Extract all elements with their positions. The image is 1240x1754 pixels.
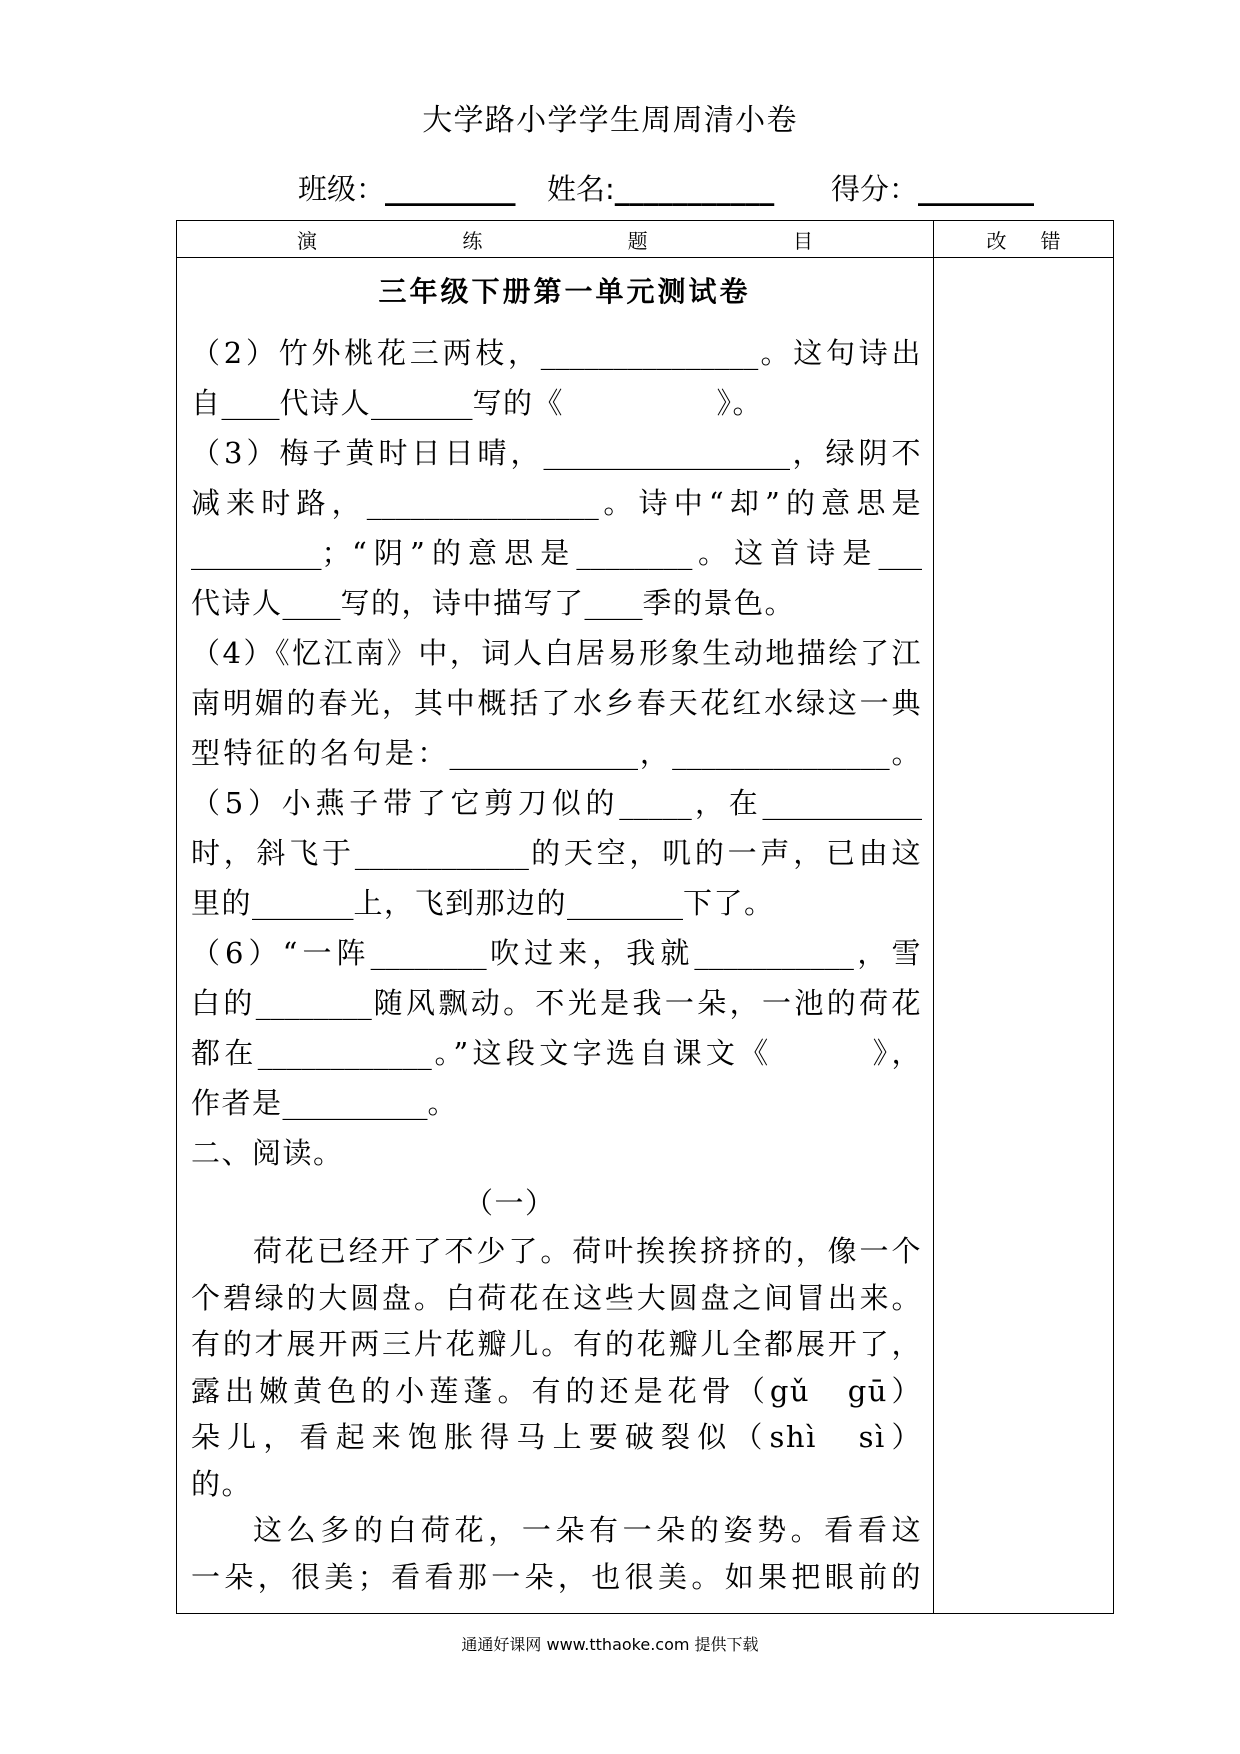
score-blank: ________ — [918, 172, 1035, 206]
answer-blank: ____________ — [257, 1036, 432, 1070]
name-field — [547, 168, 774, 210]
answer-blank: _________ — [191, 536, 322, 570]
question-line: （2）竹外桃花三两枝，_______________。这句诗出 — [191, 336, 922, 370]
column-header-char: 题 — [627, 228, 648, 253]
question-3 — [191, 428, 922, 628]
answer-blank: _______________ — [540, 336, 759, 370]
corrections-column — [934, 258, 1113, 1613]
passage-line: 个碧绿的大圆盘。白荷花在这些大圆盘之间冒出来。 — [191, 1280, 922, 1315]
passage-paragraph — [191, 1228, 922, 1507]
footer-credit: 通通好课网 www.tthaoke.com 提供下载 — [461, 1635, 759, 1654]
column-header-char: 目 — [792, 228, 813, 253]
answer-blank: _____________ — [449, 736, 639, 770]
question-2 — [191, 328, 922, 428]
worksheet-title: 大学路小学学生周周清小卷 — [422, 103, 798, 138]
test-heading: 三年级下册第一单元测试卷 — [378, 275, 751, 308]
column-header-char: 练 — [462, 228, 483, 253]
answer-blank: ________ — [576, 536, 693, 570]
passage-line: 荷花已经开了不少了。荷叶挨挨挤挤的，像一个 — [253, 1234, 922, 1268]
table-body — [177, 258, 1113, 1613]
question-6 — [191, 928, 922, 1128]
column-header-char: 错 — [1040, 228, 1061, 253]
score-field — [831, 168, 1034, 210]
answer-blank: _______ — [252, 886, 354, 920]
question-line: 作者是__________。 — [191, 1086, 459, 1120]
passage-line: 有的才展开两三片花瓣儿。有的花瓣儿全都展开了， — [191, 1327, 922, 1361]
question-4 — [191, 628, 922, 778]
passage-line: 露出嫩黄色的小莲蓬。有的还是花骨（gǔ gū） — [191, 1373, 922, 1408]
answer-blank: ___________ — [694, 936, 854, 970]
question-line: 自____代诗人_______写的《 》。 — [191, 386, 764, 420]
answer-blank: ___________ — [762, 786, 922, 820]
table-header-row — [177, 221, 1113, 258]
answer-blank: ________________ — [366, 486, 599, 520]
question-line: （3）梅子黄时日日晴，_________________，绿阴不 — [191, 436, 922, 470]
answer-blank: ________ — [255, 986, 372, 1020]
question-line: （5）小燕子带了它剪刀似的_____，在___________ — [191, 786, 922, 820]
question-5 — [191, 778, 922, 928]
answer-blank: _____ — [619, 786, 692, 820]
name-label: 姓名: — [547, 172, 615, 206]
name-blank: ___________ — [614, 172, 775, 206]
exercise-column — [177, 258, 934, 1613]
answer-blank: ____ — [221, 386, 280, 420]
passage-line: 的。 — [191, 1466, 253, 1501]
question-line: （6）“一阵________吹过来，我就___________，雪 — [191, 936, 922, 970]
answer-blank: ________ — [370, 936, 487, 970]
passage-line: 这么多的白荷花，一朵有一朵的姿势。看看这 — [253, 1513, 922, 1547]
reading-part-title: （一） — [464, 1186, 556, 1220]
question-line: _________；“阴”的意思是________。这首诗是___ — [191, 536, 922, 570]
answer-blank: ___ — [878, 536, 922, 570]
column-header-exercises — [177, 221, 934, 257]
question-line: 里的_______上，飞到那边的________下了。 — [191, 886, 775, 920]
score-label: 得分： — [831, 172, 919, 206]
answer-blank: _______________ — [672, 736, 890, 770]
column-header-char: 演 — [297, 228, 317, 253]
question-line: 时，斜飞于____________的天空，叽的一声，已由这 — [191, 836, 922, 870]
class-label: 班级： — [298, 172, 386, 206]
question-line: 减来时路，________________。诗中“却”的意思是 — [191, 486, 922, 520]
question-line: 南明媚的春光，其中概括了水乡春天花红水绿这一典 — [191, 686, 922, 720]
question-line: 代诗人____写的，诗中描写了____季的景色。 — [191, 586, 796, 620]
class-field — [298, 168, 516, 210]
answer-blank: ________ — [567, 886, 684, 920]
column-header-corrections — [934, 221, 1113, 257]
reading-passage — [191, 1228, 922, 1600]
class-blank: _________ — [385, 172, 516, 206]
question-line: 型特征的名句是：_____________，_______________。 — [191, 736, 922, 770]
answer-blank: ____ — [584, 586, 643, 620]
reading-section-title: 二、阅读。 — [191, 1136, 344, 1170]
student-info-row — [0, 168, 1240, 210]
passage-line: 一朵，很美；看看那一朵，也很美。如果把眼前的 — [191, 1559, 922, 1594]
answer-blank: _______ — [371, 386, 473, 420]
question-line: 白的________随风飘动。不光是我一朵，一池的荷花 — [191, 986, 922, 1020]
answer-blank: ____________ — [354, 836, 529, 870]
passage-paragraph — [191, 1507, 922, 1600]
question-line: 都在____________。”这段文字选自课文《 》， — [191, 1036, 922, 1070]
exercise-table — [176, 220, 1114, 1614]
answer-blank: _________________ — [543, 436, 790, 470]
question-line: （4）《忆江南》中，词人白居易形象生动地描绘了江 — [191, 636, 922, 670]
passage-line: 朵儿，看起来饱胀得马上要破裂似（shì sì） — [191, 1420, 922, 1454]
answer-blank: ____ — [282, 586, 341, 620]
column-header-char: 改 — [986, 228, 1007, 253]
answer-blank: __________ — [282, 1086, 428, 1120]
